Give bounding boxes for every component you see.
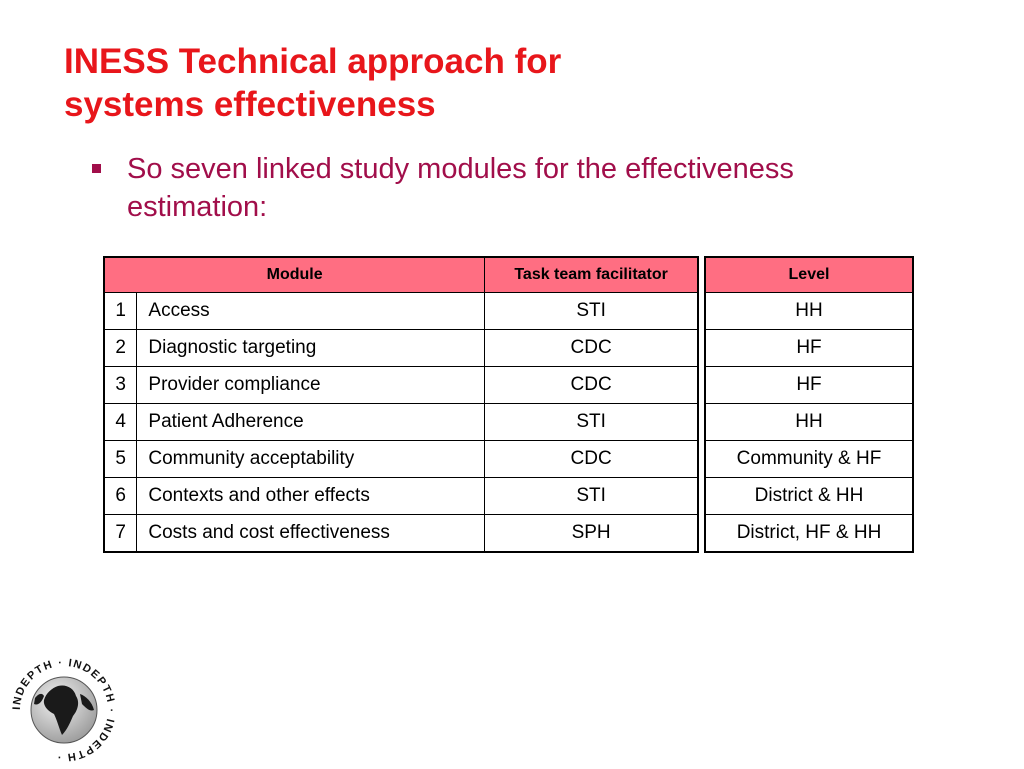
module-number: 4 <box>104 404 137 441</box>
module-number: 3 <box>104 367 137 404</box>
module-facilitator: STI <box>485 404 698 441</box>
module-facilitator: STI <box>485 478 698 515</box>
module-number: 1 <box>104 293 137 330</box>
table-row <box>104 367 698 404</box>
logo-ring-text: INDEPTH · INDEPTH · INDEPTH · <box>10 656 118 764</box>
level-cell: Community & HF <box>705 441 913 478</box>
module-facilitator: CDC <box>485 367 698 404</box>
table-row <box>104 441 698 478</box>
modules-table <box>103 256 699 553</box>
table-row <box>104 330 698 367</box>
module-name: Provider compliance <box>137 367 485 404</box>
level-column-header: Level <box>705 257 913 293</box>
module-number: 7 <box>104 515 137 553</box>
table-row <box>705 478 913 515</box>
table-row <box>104 515 698 553</box>
facilitator-column-header: Task team facilitator <box>485 257 698 293</box>
level-cell: HF <box>705 330 913 367</box>
indepth-logo <box>10 656 118 764</box>
module-number: 2 <box>104 330 137 367</box>
level-cell: District, HF & HH <box>705 515 913 553</box>
slide-title <box>64 40 561 126</box>
module-name: Diagnostic targeting <box>137 330 485 367</box>
level-table-header-row <box>705 257 913 293</box>
table-row <box>104 478 698 515</box>
table-row <box>705 367 913 404</box>
slide-title-line-2: systems effectiveness <box>64 85 436 124</box>
table-row <box>705 404 913 441</box>
level-cell: HH <box>705 404 913 441</box>
module-column-header: Module <box>104 257 485 293</box>
table-row <box>705 515 913 553</box>
module-name: Costs and cost effectiveness <box>137 515 485 553</box>
module-name: Community acceptability <box>137 441 485 478</box>
level-cell: HF <box>705 367 913 404</box>
table-row <box>104 404 698 441</box>
table-row <box>705 293 913 330</box>
slide-title-line-1: INESS Technical approach for <box>64 42 562 81</box>
square-bullet-icon <box>92 164 101 173</box>
module-name: Patient Adherence <box>137 404 485 441</box>
module-facilitator: CDC <box>485 330 698 367</box>
module-number: 6 <box>104 478 137 515</box>
module-facilitator: STI <box>485 293 698 330</box>
level-cell: HH <box>705 293 913 330</box>
module-name: Contexts and other effects <box>137 478 485 515</box>
globe-icon <box>10 656 118 764</box>
module-facilitator: SPH <box>485 515 698 553</box>
level-cell: District & HH <box>705 478 913 515</box>
modules-table-header-row <box>104 257 698 293</box>
table-row <box>104 293 698 330</box>
level-table <box>704 256 914 553</box>
module-name: Access <box>137 293 485 330</box>
table-row <box>705 330 913 367</box>
module-facilitator: CDC <box>485 441 698 478</box>
table-row <box>705 441 913 478</box>
module-number: 5 <box>104 441 137 478</box>
bullet-text: So seven linked study modules for the effectiveness estimation: <box>127 153 794 223</box>
